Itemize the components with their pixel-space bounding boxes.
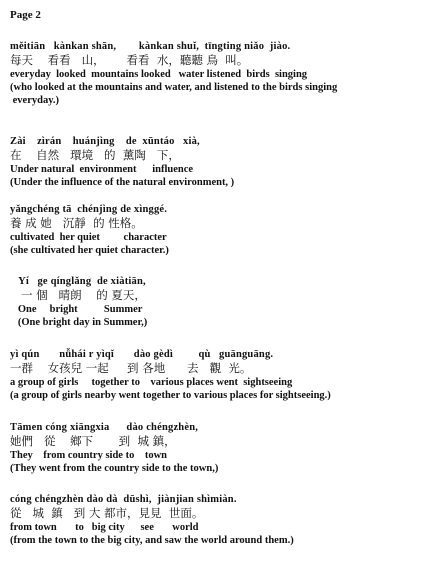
translation-line: (One bright day in Summer,): [10, 317, 148, 328]
english-gloss-line: Under natural environment influence: [10, 164, 194, 175]
page-number: Page 2: [10, 9, 41, 21]
english-gloss-line: everyday looked mountains looked water listened birds singing: [10, 69, 308, 80]
translation-line: (who looked at the mountains and water, and listened to the birds singing: [10, 82, 338, 93]
translation-line: (from the town to the big city, and saw the world around them.): [10, 535, 294, 546]
translation-line: (Under the influence of the natural environment, ): [10, 177, 235, 188]
chinese-line: 養 成 她 沉靜 的 性格。: [10, 216, 143, 230]
pinyin-line: yǎngchéng tā chénjìng de xìnggé.: [10, 204, 168, 215]
pinyin-line: yì qún nǚhái r yìqǐ dào gèdì qù guānguāng.: [10, 349, 274, 360]
stanza-1: [10, 40, 420, 107]
english-gloss-line: They from country side to town: [10, 450, 168, 461]
stanza-5: [10, 348, 420, 402]
translation-line: everyday.): [10, 95, 59, 106]
stanza-7: [10, 493, 420, 547]
pinyin-line: měitiān kànkan shān, kànkan shuǐ, tīngting niǎo jiào.: [10, 41, 291, 52]
chinese-line: 在 自然 環境 的 薰陶 下，: [10, 148, 180, 162]
english-gloss-line: cultivated her quiet character: [10, 232, 167, 243]
chinese-line: 每天 看看 山， 看看 水，聽聽 鳥 叫。: [10, 53, 249, 67]
translation-line: (a group of girls nearby went together to various places for sightseeing.): [10, 390, 331, 401]
pinyin-line: Zài zìrán huánjìng de xūntáo xià,: [10, 136, 200, 147]
english-gloss-line: One bright Summer: [10, 304, 143, 315]
chinese-line: 她們 從 鄉下 到 城 鎮，: [10, 434, 176, 448]
pinyin-line: Yí ge qínglǎng de xiàtiān,: [10, 276, 146, 287]
stanza-4: [10, 275, 420, 329]
pinyin-line: Tāmen cóng xiāngxia dào chéngzhèn,: [10, 422, 199, 433]
chinese-line: 從 城 鎮 到 大 都市，見見 世面。: [10, 506, 204, 520]
stanza-2: [10, 135, 420, 189]
english-gloss-line: a group of girls together to various places went sightseeing: [10, 377, 293, 388]
pinyin-line: cóng chéngzhèn dào dà dūshì, jiànjian shìmiàn.: [10, 494, 237, 505]
chinese-line: 一 個 晴朗 的 夏天，: [10, 288, 146, 302]
stanza-3: [10, 203, 420, 257]
chinese-line: 一群 女孩兒 一起 到 各地 去 觀 光。: [10, 361, 252, 375]
translation-line: (They went from the country side to the town,): [10, 463, 219, 474]
english-gloss-line: from town to big city see world: [10, 522, 199, 533]
stanza-6: [10, 421, 420, 475]
translation-line: (she cultivated her quiet character.): [10, 245, 169, 256]
